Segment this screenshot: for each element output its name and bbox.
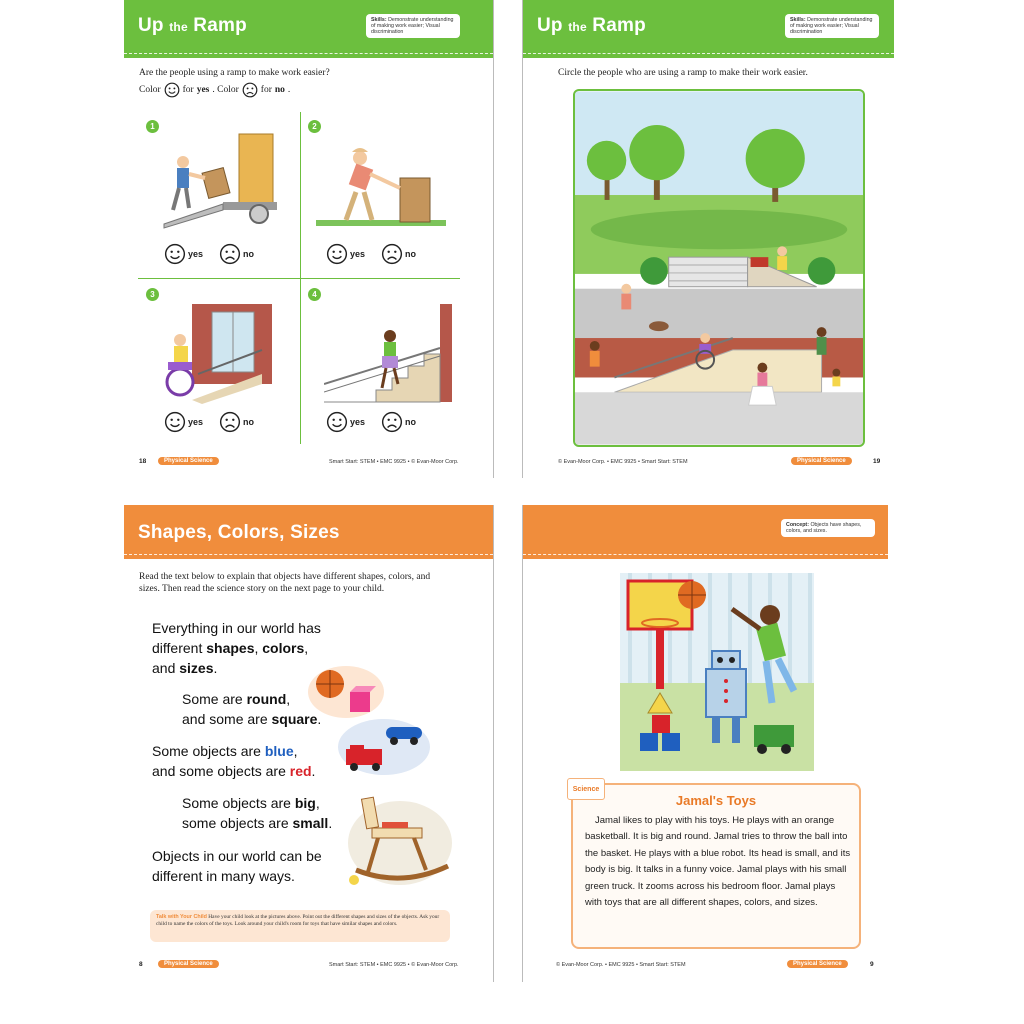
yes-choice[interactable]: yes — [326, 411, 365, 433]
page-number: 19 — [873, 458, 881, 465]
story-line-1: Everything in our world has — [152, 620, 321, 636]
section-pill: Physical Science — [787, 960, 848, 968]
no-choice[interactable]: no — [381, 411, 416, 433]
happy-face-icon[interactable] — [164, 243, 186, 265]
item-number: 4 — [308, 288, 321, 301]
concept-box: Concept: Objects have shapes, colors, and sizes. — [781, 519, 875, 537]
happy-face-icon[interactable] — [326, 411, 348, 433]
no-choice[interactable]: no — [219, 243, 254, 265]
story-line-11: different in many ways. — [152, 868, 295, 884]
story-line-8: Some objects are big, — [182, 795, 320, 811]
yes-choice[interactable]: yes — [326, 243, 365, 265]
happy-face-icon — [164, 82, 180, 98]
section-pill: Physical Science — [791, 457, 852, 465]
answer-choices — [164, 411, 254, 433]
section-pill: Physical Science — [158, 960, 219, 968]
story-title: Jamal's Toys — [675, 793, 757, 808]
sad-face-icon[interactable] — [381, 243, 403, 265]
intro-text: Read the text below to explain that objects have different shapes, colors, and sizes. Then read the science story on the next page to your child. — [139, 572, 431, 594]
sad-face-icon[interactable] — [219, 411, 241, 433]
question-cell-1 — [124, 114, 299, 274]
science-story-box — [571, 783, 861, 949]
header-band — [124, 505, 493, 559]
no-choice[interactable]: no — [219, 411, 254, 433]
story-line-3: and sizes. — [152, 660, 218, 676]
science-tab: Science — [567, 778, 605, 800]
story-body: Jamal likes to play with his toys. He plays with an orange basketball. It is big and round. Jamal tries to throw the ball into the basket. He plays with a blue robot. Its head is small, and its body is big. It talks in a funny voice. Jamal plays with his small green truck. It zooms across his bedroom floor. Jamal plays with toys that are all different shapes, colors, and sizes. — [585, 815, 851, 909]
grid-divider-horizontal — [138, 278, 460, 279]
question-text: Are the people using a ramp to make work easier? — [139, 68, 330, 78]
push-box-illustration — [316, 144, 446, 229]
page-18 — [124, 0, 494, 478]
item-number: 2 — [308, 120, 321, 133]
wheelchair-ramp-illustration — [162, 304, 272, 404]
header-band — [523, 0, 894, 58]
section-pill: Physical Science — [158, 457, 219, 465]
page-title: Up the Ramp — [537, 15, 646, 36]
question-cell-2 — [286, 114, 461, 274]
question-cell-3 — [124, 282, 299, 442]
footer-credit: Smart Start: STEM • EMC 9925 • © Evan-Moor Corp. — [329, 459, 459, 465]
page-title: Up the Ramp — [138, 15, 247, 36]
story-line-10: Objects in our world can be — [152, 848, 322, 864]
page-8 — [124, 505, 494, 982]
answer-choices — [164, 243, 254, 265]
park-scene-illustration[interactable] — [573, 89, 865, 447]
sad-face-icon — [242, 82, 258, 98]
item-number: 1 — [146, 120, 159, 133]
item-number: 3 — [146, 288, 159, 301]
story-line-7: and some objects are red. — [152, 763, 316, 779]
ramp-truck-illustration — [159, 132, 289, 232]
story-line-6: Some objects are blue, — [152, 743, 298, 759]
story-line-2: different shapes, colors, — [152, 640, 309, 656]
instruction-text: Circle the people who are using a ramp to make their work easier. — [558, 68, 808, 78]
talk-with-child-box: Talk with Your Child Have your child look at the pictures above. Point out the different shapes and sizes of the objects. Ask your child to name the colors of the toys. Look around your child's room for toys that have similar shapes and colors. — [150, 910, 450, 942]
story-line-9: some objects are small. — [182, 815, 333, 831]
page-number: 9 — [870, 961, 874, 968]
footer-credit: Smart Start: STEM • EMC 9925 • © Evan-Moor Corp. — [329, 962, 459, 968]
header-band — [124, 0, 493, 58]
footer-credit: © Evan-Moor Corp. • EMC 9925 • Smart Start: STEM — [556, 962, 686, 968]
story-line-5: and some are square. — [182, 711, 322, 727]
page-19 — [522, 0, 894, 478]
page-number: 8 — [139, 961, 143, 968]
no-choice[interactable]: no — [381, 243, 416, 265]
car-and-truck-picture — [336, 715, 431, 775]
happy-face-icon[interactable] — [326, 243, 348, 265]
question-cell-4 — [286, 282, 461, 442]
happy-face-icon[interactable] — [164, 411, 186, 433]
footer-credit: © Evan-Moor Corp. • EMC 9925 • Smart Start: STEM — [558, 459, 688, 465]
yes-choice[interactable]: yes — [164, 411, 203, 433]
answer-choices — [326, 411, 416, 433]
answer-choices — [326, 243, 416, 265]
story-line-4: Some are round, — [182, 691, 291, 707]
color-instruction: Color for yes . Color for no . — [139, 82, 290, 98]
page-title: Shapes, Colors, Sizes — [138, 522, 340, 543]
skills-box: Skills: Demonstrate understanding of making work easier; Visual discrimination — [785, 14, 879, 38]
sad-face-icon[interactable] — [219, 243, 241, 265]
page-number: 18 — [139, 458, 147, 465]
page-9 — [522, 505, 888, 982]
rocking-horse-picture — [342, 788, 452, 893]
yes-choice[interactable]: yes — [164, 243, 203, 265]
jamal-playing-illustration — [620, 573, 814, 771]
header-band — [523, 505, 888, 559]
stairs-illustration — [324, 304, 454, 404]
ball-and-block-picture — [304, 660, 384, 720]
sad-face-icon[interactable] — [381, 411, 403, 433]
skills-box: Skills: Demonstrate understanding of making work easier; Visual discrimination — [366, 14, 460, 38]
